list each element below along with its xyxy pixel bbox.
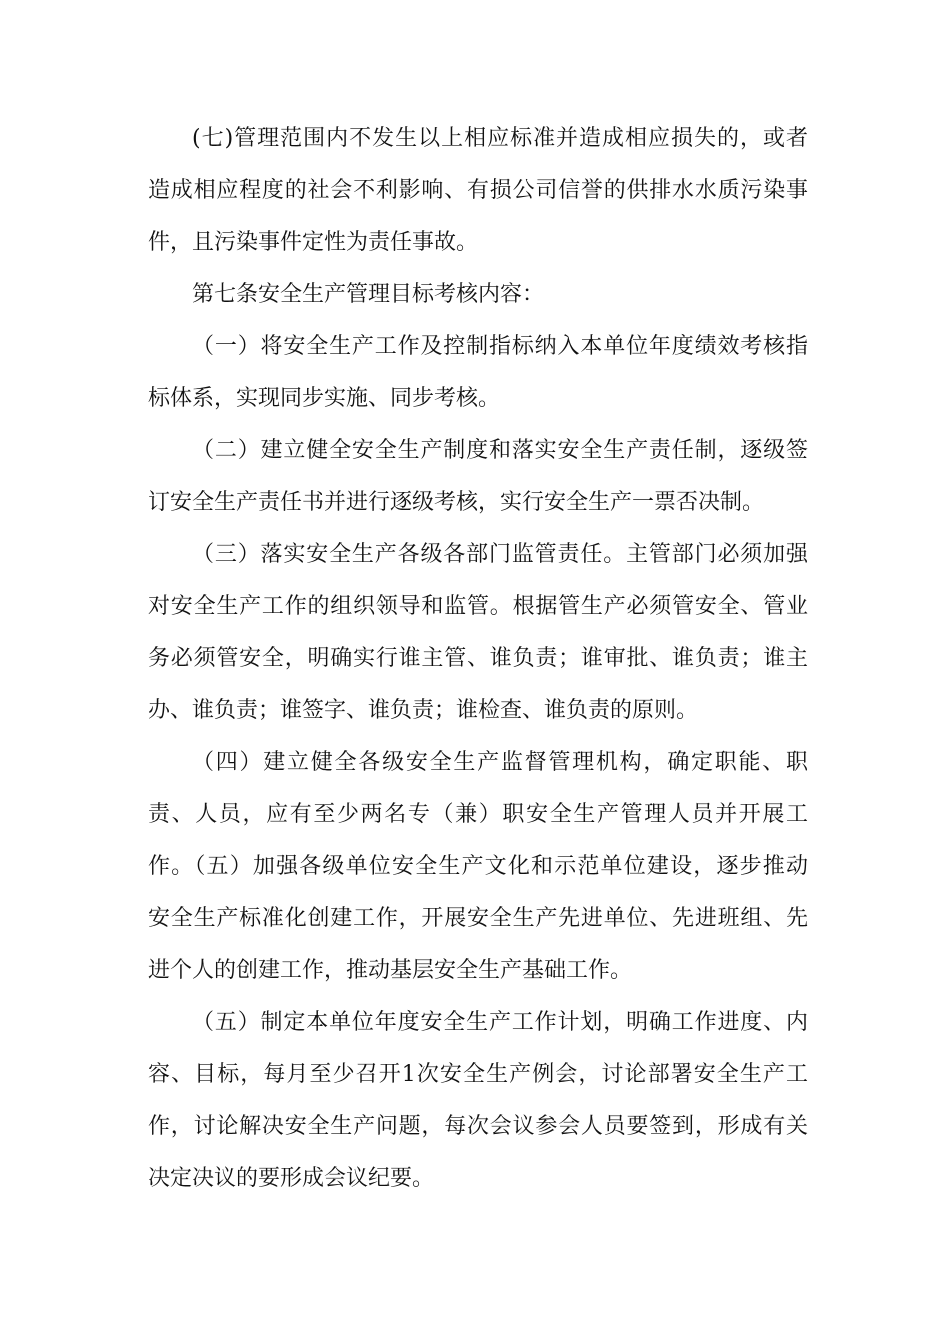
paragraph-line: 办、谁负责；谁签字、谁负责；谁检查、谁负责的原则。 <box>148 698 699 723</box>
paragraph-line: 安全生产标准化创建工作，开展安全生产先进单位、先进班组、先 <box>148 906 808 931</box>
paragraph-line: （二）建立健全安全生产制度和落实安全生产责任制，逐级签 <box>192 438 808 463</box>
paragraph-line: （四）建立健全各级安全生产监督管理机构，确定职能、职 <box>192 750 808 775</box>
paragraph-line: （三）落实安全生产各级各部门监管责任。主管部门必须加强 <box>192 542 808 567</box>
paragraph-line: 作。（五）加强各级单位安全生产文化和示范单位建设，逐步推动 <box>148 854 808 879</box>
paragraph-line: 件，且污染事件定性为责任事故。 <box>148 230 479 255</box>
paragraph-line: 进个人的创建工作，推动基层安全生产基础工作。 <box>148 958 633 983</box>
paragraph-line: 订安全生产责任书并进行逐级考核，实行安全生产一票否决制。 <box>148 490 765 515</box>
paragraph-line: 容、目标，每月至少召开1次安全生产例会，讨论部署安全生产工 <box>148 1062 808 1087</box>
paragraph-line: 造成相应程度的社会不利影响、有损公司信誉的供排水水质污染事 <box>148 178 808 203</box>
paragraph-line: (七)管理范围内不发生以上相应标准并造成相应损失的，或者 <box>192 126 808 151</box>
paragraph-line: 决定决议的要形成会议纪要。 <box>148 1166 435 1191</box>
section-heading: 第七条安全生产管理目标考核内容： <box>192 282 545 307</box>
paragraph-line: （一）将安全生产工作及控制指标纳入本单位年度绩效考核指 <box>192 334 808 359</box>
paragraph-line: 务必须管安全，明确实行谁主管、谁负责；谁审批、谁负责；谁主 <box>148 646 808 671</box>
paragraph-line: 对安全生产工作的组织领导和监管。根据管生产必须管安全、管业 <box>148 594 808 619</box>
paragraph-line: 作，讨论解决安全生产问题，每次会议参会人员要签到，形成有关 <box>148 1114 808 1139</box>
paragraph-line: 责、人员，应有至少两名专（兼）职安全生产管理人员并开展工 <box>148 802 808 827</box>
paragraph-line: 标体系，实现同步实施、同步考核。 <box>148 386 501 411</box>
paragraph-line: （五）制定本单位年度安全生产工作计划，明确工作进度、内 <box>192 1010 808 1035</box>
